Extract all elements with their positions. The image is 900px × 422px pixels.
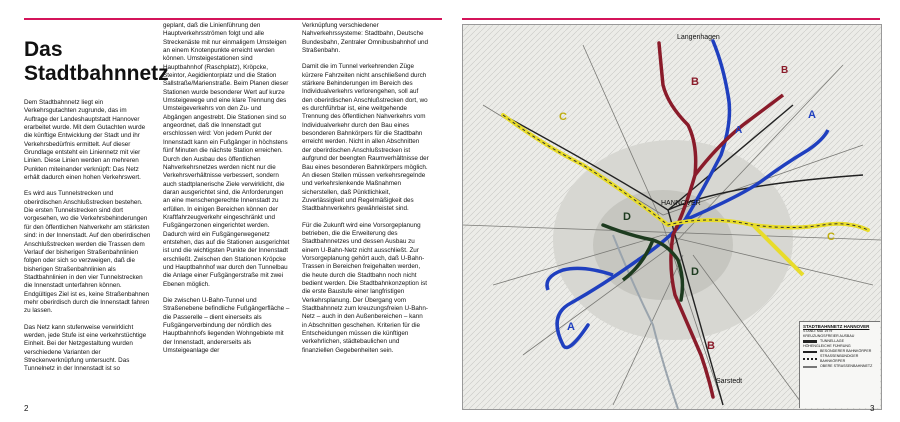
title-line-2: Stadtbahnnetz — [24, 62, 169, 85]
text-column-3 — [302, 22, 429, 363]
line-label: A — [735, 125, 743, 136]
legend-swatch — [803, 366, 817, 368]
line-label: C — [559, 111, 567, 123]
top-rule-right — [462, 18, 880, 20]
legend-stand: STAND: MAI 1979 — [803, 329, 833, 333]
line-label: A — [567, 321, 575, 333]
legend-swatch — [803, 340, 817, 343]
legend-row — [803, 354, 877, 364]
line-label: D — [623, 211, 631, 223]
paragraph: Das Netz kann stufenweise verwirklicht werden, jede Stufe ist eine verkehrstüchtige Einheit. Bei der Netzgestaltung wurden verschiedene Varianten der Streckenverknüpfung untersucht. Das Tunnelnetz in der Innenstadt ist so — [24, 323, 147, 373]
paragraph: Dem Stadtbahnnetz liegt ein Verkehrsgutachten zugrunde, das im Auftrage der Landeshauptstadt Hannover erarbeitet wurde. Mit dem Gutachten wurde die künftige Entwicklung der Stadt und ihr Verkehrsbedürfnis ermittelt. Auf dieser Grundlage entsteht ein Liniennetz mit vier Linien. Diese Linien werden an mehreren Punkten miteinander verknüpft: Das Netz erhält dadurch einen hohen Verkehrswert. — [24, 99, 146, 182]
line-label: B — [691, 76, 699, 88]
top-rule-left — [24, 18, 442, 20]
text-column-1 — [24, 99, 151, 382]
text-column-2 — [163, 22, 290, 363]
line-label: C — [827, 231, 835, 243]
line-label: D — [691, 266, 699, 278]
paragraph: Für die Zukunft wird eine Vorsorgeplanung betrieben, die die Erweiterung des Stadtbahnnetzes und dessen Ausbau zu einem U-Bahn-Netz nicht ausschließt. Zur Vorsorgeplanung gehört auch, daß U-Bahn-Trassen in Bereichen freigehalten werden, die heute durch die Stadtbahn noch nicht bedient werden. Die Stadtbahnkonzeption ist die erste Baustufe einer langfristigen Verkehrsplanung. Der Übergang vom Stadtbahnnetz zum kreuzungsfreien U-Bahn-Netz – auch in den Außenbereichen – kann in Abschnitten geschehen. Kriterien für die Entscheidungen müssen die künftigen verkehrlichen, städtebaulichen und finanziellen Gegebenheiten sein. — [302, 221, 429, 354]
line-label: B — [781, 65, 789, 76]
map-legend — [799, 321, 880, 408]
place-label: Langenhagen — [677, 34, 720, 41]
page-title — [24, 38, 169, 86]
legend-title: STADTBAHNNETZ HANNOVER — [803, 324, 870, 329]
line-label: B — [707, 340, 715, 352]
paragraph: geplant, daß die Linienführung den Hauptverkehrsströmen folgt und alle Streckenäste mit nur einmaligem Umsteigen an einem Knotenpunkte erreicht werden können. Umsteigestationen sind Hauptbahnhof (Raschplatz), Kröpcke, Steintor, Aegidientorplatz und die Station Sallstraße/Marienstraße. Beim Planen dieser Stationen wurde besonderer Wert auf kurze Umsteigewege und eine klare Trennung des Umsteigeverkehrs von den Zu- und Abgängen angestrebt. Die Stationen sind so angeordnet, daß die Innenstadt gut erschlossen wird: Von jedem Punkt der Innenstadt kann ein Fußgänger in höchstens fünf Minuten die nächste Station erreichen. Durch den Ausbau des öffentlichen Nahverkehrsnetzes werden nicht nur die Verkehrsverhältnisse verbessert, sondern auch stadtplanerische Ziele verwirklicht, die daran ausgerichtet sind, die Anforderungen an eine menschengerechte Innenstadt zu erfüllen. In einigen Bereichen können der Kraftfahrzeugverkehr eingeschränkt und Fußgängerzonen eingerichtet werden. Dadurch wird ein Fußgängerwegenetz entstehen, das auf die Stationen ausgerichtet ist und die wichtigsten Punkte der Innenstadt erschließt. Zwischen den Stationen Kröpcke und Hauptbahnhof war durch den Tunnelbau die Anlage einer Fußgängerstraße mit zwei Ebenen möglich. — [163, 22, 290, 288]
legend-item: OBERE STRASSENBAHNNETZ — [820, 364, 873, 368]
legend-swatch — [803, 358, 817, 360]
legend-item: BESONDERER BAHNKÖRPER — [820, 349, 872, 353]
paragraph: Die zwischen U-Bahn-Tunnel und Straßenebene befindliche Fußgängerfläche – die Passerelle – dient einerseits als Fußgängerverbindung der nördlich des Hauptbahnhofs liegenden Wohngebiete mit der Innenstadt, andererseits als Umsteigeanlage der — [163, 297, 290, 355]
legend-item: KREUZUNGSFREIER AUSBAU — [803, 334, 855, 338]
line-label: A — [808, 109, 816, 121]
legend-row — [803, 364, 877, 369]
paragraph: Verknüpfung verschiedener Nahverkehrssysteme: Stadtbahn, Deutsche Bundesbahn, Zentraler Omnibusbahnhof und Straßenbahn. — [302, 22, 429, 55]
page-number-left: 2 — [24, 404, 29, 413]
right-page — [450, 0, 900, 422]
legend-item: STRASSENBÜNDIGER BAHNKÖRPER — [820, 354, 859, 363]
page-number-right: 3 — [870, 404, 875, 413]
place-label: HANNOVER — [661, 200, 701, 207]
legend-item: TUNNELLAGE — [820, 339, 844, 343]
network-map — [462, 24, 882, 410]
paragraph: Damit die im Tunnel verkehrenden Züge kürzere Fahrzeiten nicht anschließend durch stärkere Behinderungen im Bereich des Individualverkehrs verlorengehen, soll auf den oberirdischen Anschlußstrecken dort, wo es durchführbar ist, eine weitgehende Trennung des öffentlichen Nahverkehrs vom Individualverkehr durch den Bau eines besonderen Bahnkörpers für die Stadtbahn erreicht werden. Nicht in allen Abschnitten der oberirdischen Anschlußstrecken ist aufgrund der beengten Raumverhältnisse der Bau eines besonderen Bahnkörpers möglich. An diesen Stellen müssen verkehrsregelnde und verkehrslenkende Maßnahmen sicherstellen, daß Pünktlichkeit, Zuverlässigkeit und Regelmäßigkeit des Stadtbahnverkehrs gewährleistet sind. — [302, 63, 429, 213]
legend-swatch — [803, 351, 817, 353]
title-line-1: Das — [24, 38, 63, 61]
legend-item: HÖHENGLEICHE FÜHRUNG — [803, 344, 851, 348]
paragraph: Es wird aus Tunnelstrecken und oberirdischen Anschlußstrecken bestehen. Die ersten Tunnelstrecken sind dort vorgesehen, wo die Verkehrsbehinderungen für den öffentlichen Nahverkehr am stärksten sind: in der Innenstadt. Auf den oberirdischen Anschlußstrecken werden die Trassen dem Verlauf der bisherigen Straßenbahnlinien folgen oder sich so verzweigen, daß die bisherigen Straßenbahnlinien als Stadtbahnlinien in den vier Tunnelstrecken die Innenstadt unterfahren können. Endgültiges Ziel ist es, keine Straßenbahnen mehr oberirdisch durch die Innenstadt fahren zu lassen. — [24, 190, 151, 315]
place-label: Sarstedt — [716, 378, 743, 385]
